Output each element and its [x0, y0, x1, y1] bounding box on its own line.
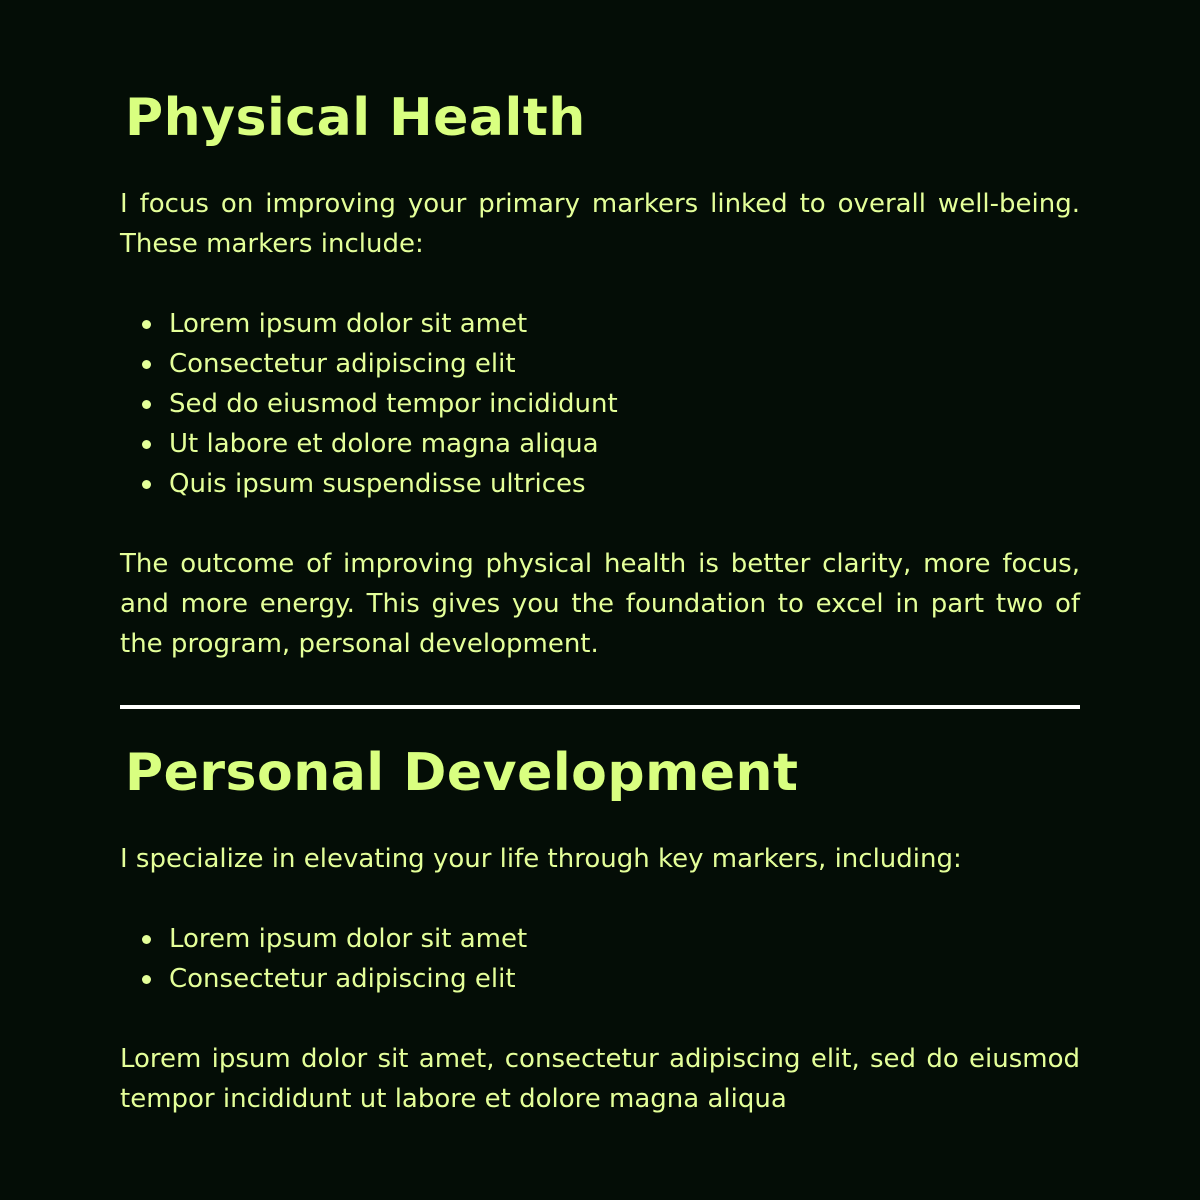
- list-item: Ut labore et dolore magna aliqua: [120, 424, 1080, 464]
- list-item: Sed do eiusmod tempor incididunt: [120, 384, 1080, 424]
- physical-health-list: [120, 304, 1080, 504]
- list-item: Quis ipsum suspendisse ultrices: [120, 464, 1080, 504]
- physical-health-outcome-block: [120, 544, 1080, 664]
- personal-development-intro-block: [120, 839, 1080, 879]
- physical-health-intro-block: [120, 184, 1080, 264]
- personal-development-outcome: Lorem ipsum dolor sit amet, consectetur adipiscing elit, sed do eiusmod tempor incididunt ut labore et dolore magna aliqua: [120, 1044, 1080, 1114]
- physical-health-heading: Physical Health: [125, 88, 586, 148]
- physical-health-intro: I focus on improving your primary markers linked to overall well-being. These markers include:: [120, 189, 1080, 259]
- list-item: Consectetur adipiscing elit: [120, 959, 1080, 999]
- list-item: Lorem ipsum dolor sit amet: [120, 919, 1080, 959]
- physical-health-outcome: The outcome of improving physical health is better clarity, more focus, and more energy. This gives you the foundation to excel in part two of the program, personal development.: [120, 549, 1080, 659]
- list-item: Lorem ipsum dolor sit amet: [120, 304, 1080, 344]
- personal-development-list: [120, 919, 1080, 999]
- personal-development-heading: Personal Development: [125, 743, 799, 803]
- physical-health-list-block: [120, 304, 1080, 504]
- section-divider: [120, 705, 1080, 709]
- personal-development-intro: I specialize in elevating your life through key markers, including:: [120, 844, 962, 874]
- list-item: Consectetur adipiscing elit: [120, 344, 1080, 384]
- personal-development-outcome-block: [120, 1039, 1080, 1119]
- personal-development-list-block: [120, 919, 1080, 999]
